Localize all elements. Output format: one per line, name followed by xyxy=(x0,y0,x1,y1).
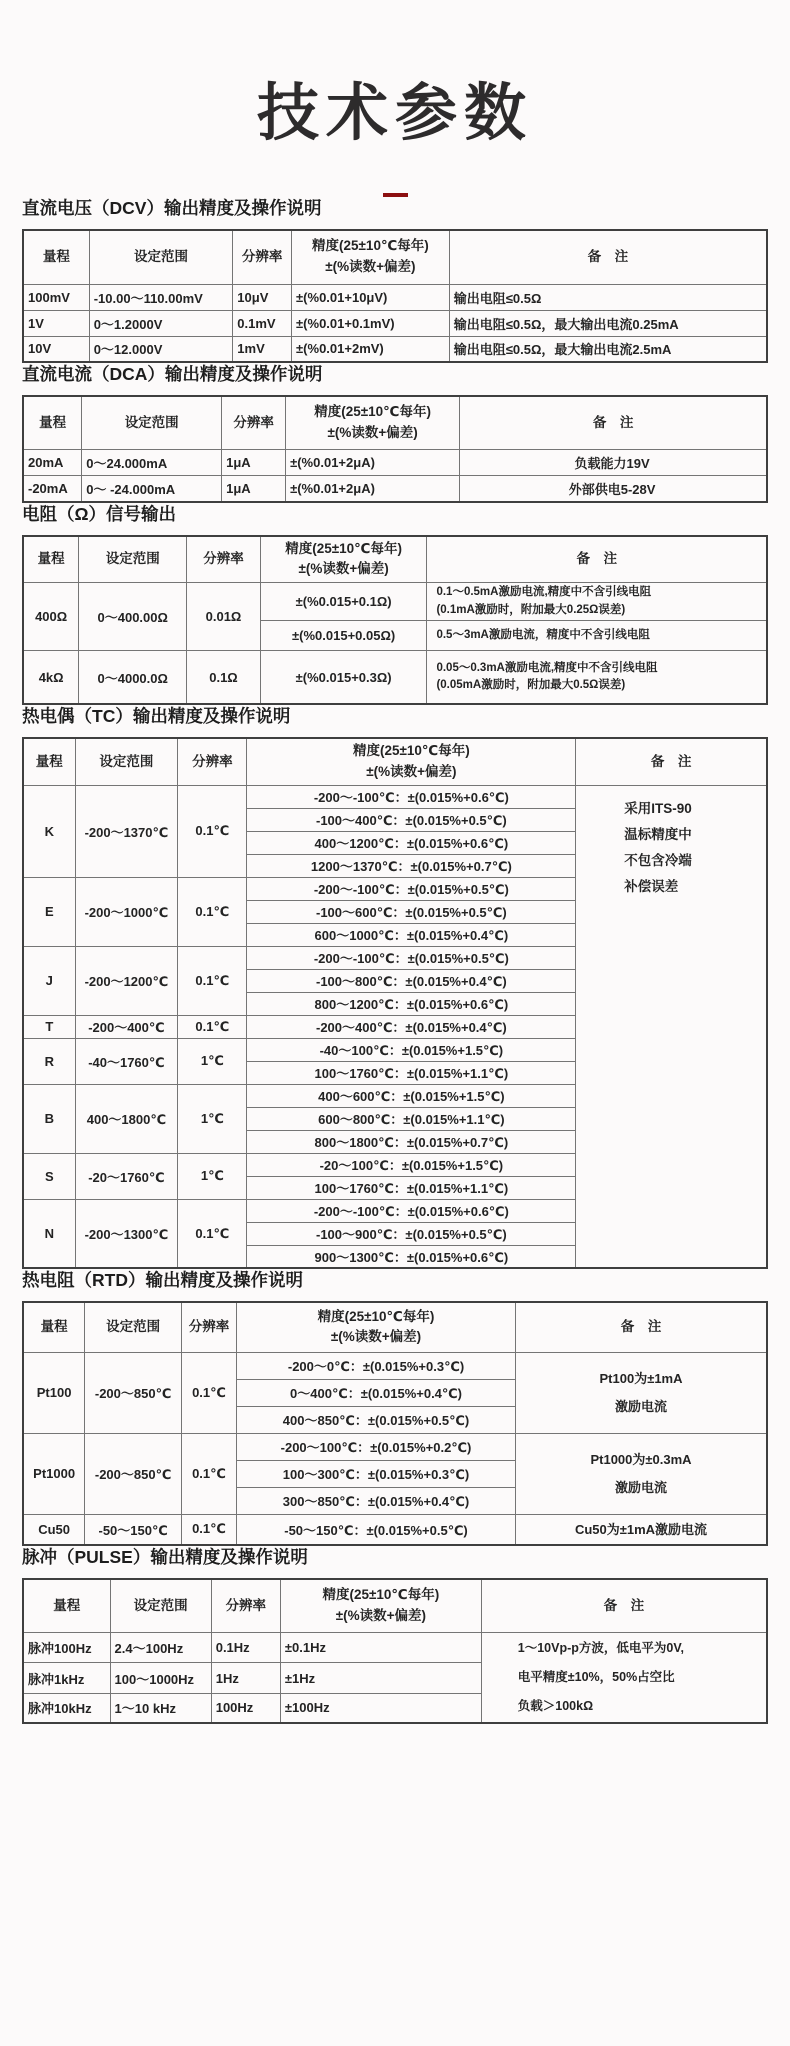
remark-line: (0.05mA激励时，附加最大0.5Ω误差) xyxy=(436,679,626,692)
cell-accuracy: ±1Hz xyxy=(280,1663,481,1693)
cell-setting: -200～1370℃ xyxy=(75,785,178,877)
cell-range: 脉冲1kHz xyxy=(23,1663,110,1693)
cell-resolution: 0.1Hz xyxy=(211,1633,280,1663)
col-header-resolution: 分辨率 xyxy=(233,230,292,284)
section-title-tc: 热电偶（TC）输出精度及操作说明 xyxy=(22,706,291,727)
accuracy-header-line2: ±(%读数+偏差) xyxy=(335,1608,426,1624)
cell-accuracy: 300～850℃：±(0.015%+0.4℃) xyxy=(237,1487,516,1514)
col-header-remark: 备 注 xyxy=(449,230,767,284)
accuracy-header-line1: 精度(25±10℃每年) xyxy=(312,238,429,254)
remark-line: 温标精度中 xyxy=(624,826,692,842)
section-title-dca: 直流电流（DCA）输出精度及操作说明 xyxy=(22,364,323,385)
cell-setting: 0～4000.0Ω xyxy=(79,650,187,704)
cell-resolution: 1mV xyxy=(233,336,292,362)
remark-line: 电平精度±10%，50%占空比 xyxy=(517,1670,675,1685)
remark-line: 0.1～0.5mA激励电流,精度中不含引线电阻 xyxy=(436,586,652,599)
cell-setting: -40～1760℃ xyxy=(75,1038,178,1084)
cell-setting: 0～ -24.000mA xyxy=(82,476,222,502)
cell-resolution: 0.1℃ xyxy=(181,1433,236,1514)
cell-setting: -200～850℃ xyxy=(85,1433,182,1514)
cell-range: S xyxy=(23,1153,75,1199)
cell-setting: -200～400℃ xyxy=(75,1015,178,1038)
cell-accuracy: -100～600℃：±(0.015%+0.5℃) xyxy=(247,900,576,923)
cell-range: R xyxy=(23,1038,75,1084)
col-header-setting: 设定范围 xyxy=(110,1579,211,1633)
cell-resolution: 0.1℃ xyxy=(178,785,247,877)
col-header-remark: 备 注 xyxy=(460,396,767,450)
dcv-header-row xyxy=(23,230,767,284)
cell-accuracy: ±(%0.01+2μA) xyxy=(286,476,460,502)
cell-accuracy: -200～100℃：±(0.015%+0.2℃) xyxy=(237,1433,516,1460)
cell-setting: -200～850℃ xyxy=(85,1352,182,1433)
tc-table xyxy=(22,737,768,1269)
table-row xyxy=(23,583,767,621)
col-header-range: 量程 xyxy=(23,1302,85,1352)
accuracy-header-line2: ±(%读数+偏差) xyxy=(330,1329,422,1345)
col-header-setting: 设定范围 xyxy=(82,396,222,450)
table-row xyxy=(23,284,767,310)
spec-sheet xyxy=(0,78,790,1764)
col-header-accuracy xyxy=(280,1579,481,1633)
cell-accuracy: ±100Hz xyxy=(280,1693,481,1723)
ohm-header-row xyxy=(23,536,767,583)
cell-accuracy: ±(%0.015+0.1Ω) xyxy=(260,583,427,621)
cell-range: 10V xyxy=(23,336,89,362)
remark-line: 负载＞100kΩ xyxy=(517,1699,594,1714)
cell-range: Pt100 xyxy=(23,1352,85,1433)
cell-remark: 输出电阻≤0.5Ω，最大输出电流2.5mA xyxy=(449,336,767,362)
col-header-resolution: 分辨率 xyxy=(181,1302,236,1352)
cell-resolution: 0.1mV xyxy=(233,310,292,336)
col-header-accuracy xyxy=(247,738,576,785)
cell-accuracy: 400～1200℃：±(0.015%+0.6℃) xyxy=(247,831,576,854)
dcv-table xyxy=(22,229,768,363)
cell-accuracy: ±(%0.01+10μV) xyxy=(292,284,450,310)
cell-remark: 外部供电5-28V xyxy=(460,476,767,502)
cell-resolution: 0.1℃ xyxy=(178,946,247,1015)
col-header-setting: 设定范围 xyxy=(75,738,178,785)
remark-line: Pt100为±1mA xyxy=(599,1371,683,1387)
cell-remark xyxy=(516,1352,767,1433)
cell-range: 1V xyxy=(23,310,89,336)
cell-setting: 100～1000Hz xyxy=(110,1663,211,1693)
table-row xyxy=(23,1633,767,1663)
cell-resolution: 0.1℃ xyxy=(178,1199,247,1268)
cell-range: B xyxy=(23,1084,75,1153)
cell-range: -20mA xyxy=(23,476,82,502)
dca-table xyxy=(22,395,768,503)
cell-accuracy: ±(%0.015+0.05Ω) xyxy=(260,620,427,650)
cell-setting: 2.4～100Hz xyxy=(110,1633,211,1663)
cell-accuracy: -200～-100℃：±(0.015%+0.5℃) xyxy=(247,877,576,900)
cell-setting: 0～24.000mA xyxy=(82,450,222,476)
cell-range: Cu50 xyxy=(23,1514,85,1545)
cell-accuracy: 600～800℃：±(0.015%+1.1℃) xyxy=(247,1107,576,1130)
cell-accuracy: -200～-100℃：±(0.015%+0.5℃) xyxy=(247,946,576,969)
col-header-resolution: 分辨率 xyxy=(187,536,261,583)
cell-range: J xyxy=(23,946,75,1015)
col-header-range: 量程 xyxy=(23,396,82,450)
cell-accuracy: -100～800℃：±(0.015%+0.4℃) xyxy=(247,969,576,992)
col-header-resolution: 分辨率 xyxy=(222,396,286,450)
table-row xyxy=(23,785,767,808)
accuracy-header-line1: 精度(25±10℃每年) xyxy=(352,743,470,759)
accuracy-header-line2: ±(%读数+偏差) xyxy=(298,561,389,577)
tc-header-row xyxy=(23,738,767,785)
cell-remark xyxy=(516,1433,767,1514)
col-header-setting: 设定范围 xyxy=(79,536,187,583)
cell-resolution: 1μA xyxy=(222,476,286,502)
cell-range: 脉冲10kHz xyxy=(23,1693,110,1723)
col-header-setting: 设定范围 xyxy=(85,1302,182,1352)
accuracy-header-line2: ±(%读数+偏差) xyxy=(327,425,418,441)
cell-accuracy: ±(%0.015+0.3Ω) xyxy=(260,650,427,704)
remark-line: 0.05～0.3mA激励电流,精度中不含引线电阻 xyxy=(436,661,658,674)
remark-line: 1～10Vp-p方波，低电平为0V, xyxy=(517,1641,685,1656)
cell-resolution: 1Hz xyxy=(211,1663,280,1693)
col-header-accuracy xyxy=(292,230,450,284)
cell-accuracy: ±(%0.01+2μA) xyxy=(286,450,460,476)
cell-setting: 0～12.000V xyxy=(89,336,233,362)
col-header-range: 量程 xyxy=(23,738,75,785)
cell-range: N xyxy=(23,1199,75,1268)
remark-line: (0.1mA激励时，附加最大0.25Ω误差) xyxy=(436,603,626,616)
table-row xyxy=(23,650,767,704)
table-row xyxy=(23,1514,767,1545)
table-row xyxy=(23,310,767,336)
col-header-remark: 备 注 xyxy=(576,738,767,785)
cell-resolution: 0.01Ω xyxy=(187,583,261,651)
cell-range: 400Ω xyxy=(23,583,79,651)
table-row xyxy=(23,336,767,362)
table-row xyxy=(23,450,767,476)
cell-setting: 0～1.2000V xyxy=(89,310,233,336)
dca-header-row xyxy=(23,396,767,450)
cell-range: E xyxy=(23,877,75,946)
cell-resolution: 1μA xyxy=(222,450,286,476)
rtd-header-row xyxy=(23,1302,767,1352)
cell-remark: Cu50为±1mA激励电流 xyxy=(516,1514,767,1545)
col-header-accuracy xyxy=(286,396,460,450)
cell-accuracy: -200～0℃：±(0.015%+0.3℃) xyxy=(237,1352,516,1379)
cell-remark: 0.5～3mA激励电流，精度中不含引线电阻 xyxy=(427,620,767,650)
cell-resolution: 0.1℃ xyxy=(181,1514,236,1545)
cell-remark: 输出电阻≤0.5Ω xyxy=(449,284,767,310)
accuracy-header-line1: 精度(25±10℃每年) xyxy=(322,1587,440,1603)
cell-setting: 0～400.00Ω xyxy=(79,583,187,651)
remark-line: 激励电流 xyxy=(615,1479,668,1495)
cell-setting: -20～1760℃ xyxy=(75,1153,178,1199)
cell-setting: -50～150℃ xyxy=(85,1514,182,1545)
cell-resolution: 10μV xyxy=(233,284,292,310)
cell-range: Pt1000 xyxy=(23,1433,85,1514)
section-title-ohm: 电阻（Ω）信号输出 xyxy=(22,503,177,524)
cell-setting: 400～1800℃ xyxy=(75,1084,178,1153)
cell-remark: 负载能力19V xyxy=(460,450,767,476)
cell-accuracy: 800～1200℃：±(0.015%+0.6℃) xyxy=(247,992,576,1015)
cell-resolution: 1℃ xyxy=(178,1084,247,1153)
col-header-accuracy xyxy=(237,1302,516,1352)
cell-remark: 输出电阻≤0.5Ω，最大输出电流0.25mA xyxy=(449,310,767,336)
cell-accuracy: ±(%0.01+0.1mV) xyxy=(292,310,450,336)
cell-accuracy: ±0.1Hz xyxy=(280,1633,481,1663)
cell-accuracy: 100～1760℃：±(0.015%+1.1℃) xyxy=(247,1176,576,1199)
cell-accuracy: -20～100℃：±(0.015%+1.5℃) xyxy=(247,1153,576,1176)
cell-resolution: 1℃ xyxy=(178,1153,247,1199)
pulse-table xyxy=(22,1578,768,1725)
cell-setting: -200～1300℃ xyxy=(75,1199,178,1268)
cell-resolution: 0.1℃ xyxy=(181,1352,236,1433)
cell-setting: -200～1000℃ xyxy=(75,877,178,946)
page-title: 技术参数 xyxy=(256,79,533,148)
ohm-table xyxy=(22,535,768,706)
section-title-pulse: 脉冲（PULSE）输出精度及操作说明 xyxy=(22,1547,308,1568)
cell-accuracy: 900～1300℃：±(0.015%+0.6℃) xyxy=(247,1245,576,1268)
cell-remark xyxy=(576,785,767,1268)
col-header-remark: 备 注 xyxy=(427,536,767,583)
cell-accuracy: -200～400℃：±(0.015%+0.4℃) xyxy=(247,1015,576,1038)
col-header-resolution: 分辨率 xyxy=(178,738,247,785)
cell-accuracy: -40～100℃：±(0.015%+1.5℃) xyxy=(247,1038,576,1061)
cell-range: 100mV xyxy=(23,284,89,310)
cell-range: T xyxy=(23,1015,75,1038)
rtd-table xyxy=(22,1301,768,1546)
accuracy-header-line2: ±(%读数+偏差) xyxy=(325,259,416,275)
cell-accuracy: -200～-100℃：±(0.015%+0.6℃) xyxy=(247,1199,576,1222)
cell-accuracy: -100～400℃：±(0.015%+0.5℃) xyxy=(247,808,576,831)
cell-range: K xyxy=(23,785,75,877)
cell-accuracy: 400～850℃：±(0.015%+0.5℃) xyxy=(237,1406,516,1433)
accuracy-header-line1: 精度(25±10℃每年) xyxy=(285,540,403,556)
cell-resolution: 0.1℃ xyxy=(178,1015,247,1038)
cell-range: 4kΩ xyxy=(23,650,79,704)
col-header-remark: 备 注 xyxy=(481,1579,767,1633)
cell-setting: 1～10 kHz xyxy=(110,1693,211,1723)
section-title-dcv: 直流电压（DCV）输出精度及操作说明 xyxy=(22,198,322,219)
table-row xyxy=(23,1433,767,1460)
cell-accuracy: 600～1000℃：±(0.015%+0.4℃) xyxy=(247,923,576,946)
table-row xyxy=(23,476,767,502)
table-row xyxy=(23,1352,767,1379)
cell-resolution: 0.1Ω xyxy=(187,650,261,704)
col-header-range: 量程 xyxy=(23,230,89,284)
accuracy-header-line1: 精度(25±10℃每年) xyxy=(314,404,432,420)
col-header-remark: 备 注 xyxy=(516,1302,767,1352)
cell-setting: -200～1200℃ xyxy=(75,946,178,1015)
pulse-header-row xyxy=(23,1579,767,1633)
cell-resolution: 1℃ xyxy=(178,1038,247,1084)
cell-accuracy: 400～600℃：±(0.015%+1.5℃) xyxy=(247,1084,576,1107)
cell-accuracy: ±(%0.01+2mV) xyxy=(292,336,450,362)
cell-accuracy: 100～1760℃：±(0.015%+1.1℃) xyxy=(247,1061,576,1084)
cell-accuracy: -200～-100℃：±(0.015%+0.6℃) xyxy=(247,785,576,808)
col-header-setting: 设定范围 xyxy=(89,230,233,284)
section-title-rtd: 热电阻（RTD）输出精度及操作说明 xyxy=(22,1270,303,1291)
cell-accuracy: -100～900℃：±(0.015%+0.5℃) xyxy=(247,1222,576,1245)
accuracy-header-line2: ±(%读数+偏差) xyxy=(366,764,457,780)
cell-accuracy: 100～300℃：±(0.015%+0.3℃) xyxy=(237,1460,516,1487)
cell-accuracy: -50～150℃：±(0.015%+0.5℃) xyxy=(237,1514,516,1545)
remark-line: 激励电流 xyxy=(615,1398,668,1414)
remark-line: 采用ITS-90 xyxy=(624,800,692,816)
remark-line: 不包含冷端 xyxy=(624,852,692,868)
cell-resolution: 0.1℃ xyxy=(178,877,247,946)
cell-accuracy: 800～1800℃：±(0.015%+0.7℃) xyxy=(247,1130,576,1153)
cell-range: 20mA xyxy=(23,450,82,476)
cell-remark xyxy=(427,650,767,704)
cell-resolution: 100Hz xyxy=(211,1693,280,1723)
accuracy-header-line1: 精度(25±10℃每年) xyxy=(317,1308,435,1324)
cell-accuracy: 1200～1370℃：±(0.015%+0.7℃) xyxy=(247,854,576,877)
col-header-resolution: 分辨率 xyxy=(211,1579,280,1633)
cell-remark xyxy=(427,583,767,621)
col-header-range: 量程 xyxy=(23,536,79,583)
col-header-range: 量程 xyxy=(23,1579,110,1633)
cell-remark xyxy=(481,1633,767,1724)
cell-setting: -10.00～110.00mV xyxy=(89,284,233,310)
col-header-accuracy xyxy=(260,536,427,583)
cell-range: 脉冲100Hz xyxy=(23,1633,110,1663)
remark-line: 补偿误差 xyxy=(624,878,679,894)
remark-line: Pt1000为±0.3mA xyxy=(590,1452,692,1468)
cell-accuracy: 0～400℃：±(0.015%+0.4℃) xyxy=(237,1379,516,1406)
